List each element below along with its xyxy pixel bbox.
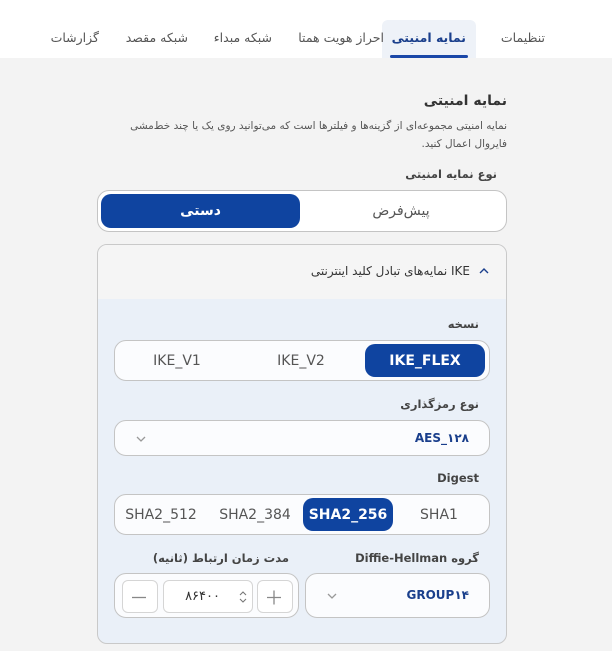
digest-sha2-256-option[interactable]: SHA2_256 bbox=[303, 498, 393, 531]
chevron-down-icon bbox=[135, 434, 147, 444]
lifetime-input[interactable] bbox=[163, 580, 253, 613]
dh-group-value: GROUP۱۴ bbox=[406, 588, 469, 602]
profile-type-manual-option[interactable]: دستی bbox=[101, 194, 300, 228]
version-segmented bbox=[114, 340, 490, 381]
tab-destination-network-label: شبکه مقصد bbox=[125, 30, 188, 45]
active-tab-indicator bbox=[390, 55, 468, 58]
section-title: نمایه امنیتی bbox=[423, 93, 507, 109]
digest-sha1-option[interactable]: SHA1 bbox=[420, 506, 458, 523]
increment-button[interactable] bbox=[257, 580, 293, 613]
lifetime-stepper bbox=[114, 573, 299, 618]
profile-type-default-option[interactable]: پیش‌فرض bbox=[372, 203, 430, 219]
encryption-select[interactable] bbox=[114, 420, 490, 456]
encryption-label: نوع رمزگذاری bbox=[400, 397, 479, 411]
tab-settings[interactable] bbox=[501, 20, 545, 58]
decrement-button[interactable] bbox=[122, 580, 158, 613]
ike-panel-header[interactable] bbox=[98, 245, 506, 299]
tab-security-profile-label: نمایه امنیتی bbox=[391, 30, 466, 45]
tab-peer-authentication-label: احراز هویت همتا bbox=[298, 30, 384, 45]
section-description: نمایه امنیتی مجموعه‌ای از گزینه‌ها و فیلترها است که می‌توانید روی یک یا چند خط‌مشی فایروال اعمال کنید. bbox=[130, 120, 507, 150]
version-ike-v1-option[interactable]: IKE_V1 bbox=[153, 352, 201, 369]
tab-destination-network[interactable] bbox=[126, 20, 188, 58]
profile-type-label: نوع نمایه امنیتی bbox=[405, 167, 497, 181]
tab-reports-label: گزارشات bbox=[50, 30, 99, 45]
digest-segmented bbox=[114, 494, 490, 535]
tab-peer-authentication[interactable] bbox=[298, 20, 384, 58]
version-ike-v2-option[interactable]: IKE_V2 bbox=[277, 352, 325, 369]
tab-bar bbox=[0, 0, 612, 58]
ike-profiles-panel bbox=[97, 244, 507, 644]
profile-type-segmented bbox=[97, 190, 507, 232]
tab-source-network-label: شبکه مبداء bbox=[213, 30, 272, 45]
digest-label: Digest bbox=[437, 471, 479, 485]
minus-icon bbox=[121, 581, 157, 614]
dh-group-select[interactable] bbox=[305, 573, 490, 618]
tab-settings-label: تنظیمات bbox=[500, 30, 545, 45]
lifetime-value: ۸۶۴۰۰ bbox=[185, 589, 220, 604]
tab-source-network[interactable] bbox=[214, 20, 272, 58]
tab-security-profile[interactable] bbox=[382, 20, 476, 58]
tab-reports[interactable] bbox=[51, 20, 99, 58]
digest-sha2-512-option[interactable]: SHA2_512 bbox=[125, 506, 197, 523]
lifetime-label: مدت زمان ارتباط (ثانیه) bbox=[152, 551, 289, 565]
version-ike-flex-option[interactable]: IKE_FLEX bbox=[365, 344, 485, 377]
dh-group-label: گروه Diffie-Hellman bbox=[355, 551, 479, 565]
chevron-up-icon bbox=[478, 265, 490, 277]
digest-sha2-384-option[interactable]: SHA2_384 bbox=[219, 506, 291, 523]
encryption-value: AES_۱۲۸ bbox=[414, 431, 469, 445]
version-label: نسخه bbox=[447, 317, 479, 331]
plus-icon bbox=[256, 581, 292, 614]
ike-panel-title: IKE نمایه‌های تبادل کلید اینترنتی bbox=[310, 264, 470, 278]
spinner-arrows-icon[interactable] bbox=[238, 589, 248, 605]
chevron-down-icon bbox=[326, 591, 338, 601]
